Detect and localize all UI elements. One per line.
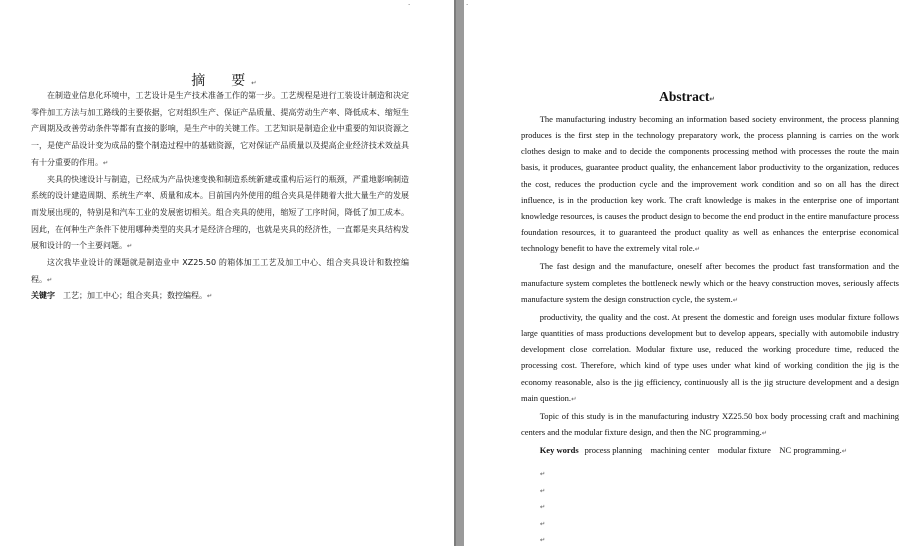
paragraph-mark-icon: ↵ (841, 448, 848, 456)
paragraph-mark-icon: ↵ (732, 296, 739, 304)
page-corner-mark: · (408, 1, 411, 9)
keywords-label: Key words (539, 445, 579, 456)
paragraph-mark-icon: ↵ (540, 470, 546, 478)
english-abstract-body (521, 111, 899, 460)
chinese-paragraph: 在制造业信息化环境中，工艺设计是生产技术准备工作的第一步。工艺规程是进行工装设计制造和决定零件加工方法与加工路线的主要依据，它对组织生产、保证产品质量、提高劳动生产率、降低成本、缩短生产周期及改善劳动条件等都有直接的影响，是生产中的关键工作。工艺知识是制造企业中重要的知识资源之一，是使产品设计变为成品的整个制造过程中的基础资源，它对保证产品质量以及提高企业经济技术效益具有十分重要的作用。↵ (31, 91, 409, 167)
keywords-value: process planning machining center modular fixture NC programming. (584, 445, 842, 456)
page-gutter (454, 0, 464, 546)
chinese-paragraph: 这次我毕业设计的课题就是制造业中 XZ25.50 的箱体加工工艺及加工中心、组合夹具设计和数控编程。↵ (31, 258, 409, 284)
english-paragraph: The manufacturing industry becoming an information based society environment, the process planning produces is the first step in the technology preparatory work, the process planning is carries on the work clothes design to make and to decide the components processing method with processes the route the main basis, it produces, guarantee product quality, the enhancement labor productivity to the organization, reduces the cost, reduces the production cycle and the improvement work condition and so on all has the direct influence, is in the production key work. The craft knowledge is makes in the enterprise one of important knowledge resources, is causes the product design to become the end product in the entire manufacture process foundation resources, it to guaranteed the product quality as well as enhances the enterprise economical technology benefit to have the extremely vital role.↵ (521, 114, 899, 254)
right-document-page (464, 0, 910, 546)
paragraph-mark-icon: ↵ (103, 158, 109, 167)
paragraph-mark-icon: ↵ (571, 395, 577, 403)
paragraph-mark-icon: ↵ (127, 242, 133, 251)
empty-paragraph-marks (540, 470, 545, 553)
keywords-value: 工艺；加工中心；组合夹具；数控编程。 (63, 291, 207, 301)
paragraph-mark-icon: ↵ (540, 503, 546, 511)
paragraph-mark-icon: ↵ (540, 536, 546, 544)
paragraph-mark-icon: ↵ (47, 275, 53, 284)
paragraph-mark-icon: ↵ (207, 292, 213, 301)
paragraph-mark-icon: ↵ (251, 79, 263, 87)
paragraph-mark-icon: ↵ (709, 96, 715, 103)
chinese-abstract-body (31, 88, 409, 305)
keywords-label: 关键字 (31, 291, 55, 301)
page-corner-mark: · (466, 1, 469, 9)
paragraph-mark-icon: ↵ (540, 519, 546, 528)
chinese-keywords (31, 288, 409, 305)
english-abstract-title: Abstract↵ (659, 89, 715, 104)
english-paragraph: productivity, the quality and the cost. At present the domestic and foreign uses modular fixture follows large quantities of mass productions development but to develop appears, specially with automobile industry development close correlation. Modular fixture use, reduced the working procedure time, reduced the processing cost. Therefore, which kind of type uses under what kind of working condition the jig is the economy reasonable, also is the jig efficiency, continuously all is the jig structure development and a design main question.↵ (521, 311, 899, 403)
english-keywords (521, 442, 899, 460)
chinese-abstract-title: 摘 要↵ (191, 73, 263, 89)
english-paragraph: Topic of this study is in the manufacturing industry XZ25.50 box body processing craft and machining centers and the modular fixture design, and then the NC programming.↵ (521, 410, 899, 437)
paragraph-mark-icon: ↵ (540, 486, 546, 495)
paragraph-mark-icon: ↵ (694, 246, 701, 254)
paragraph-mark-icon: ↵ (761, 429, 768, 437)
left-document-page (0, 0, 454, 546)
chinese-paragraph: 夹具的快速设计与制造，已经成为产品快速变换和制造系统新建或重构后运行的瓶颈，严重地影响制造系统的设计建造周期、系统生产率、质量和成本。目前国内外使用的组合夹具是伴随着大批大量生产的发展而发展出现的，特别是和汽车工业的发展密切相关。组合夹具的使用，缩短了工序时间，降低了加工成本。因此，在何种生产条件下使用哪种类型的夹具才是经济合理的，也就是夹具的经济性，一直都是夹具结构发展和设计的一个主要问题。↵ (31, 174, 409, 251)
english-paragraph: The fast design and the manufacture, oneself after becomes the product fast transformation and the manufacture system completes the bottleneck newly which or the heavy construction moves, seriously affects manufacture system the design construction cycle, the system.↵ (521, 261, 899, 304)
